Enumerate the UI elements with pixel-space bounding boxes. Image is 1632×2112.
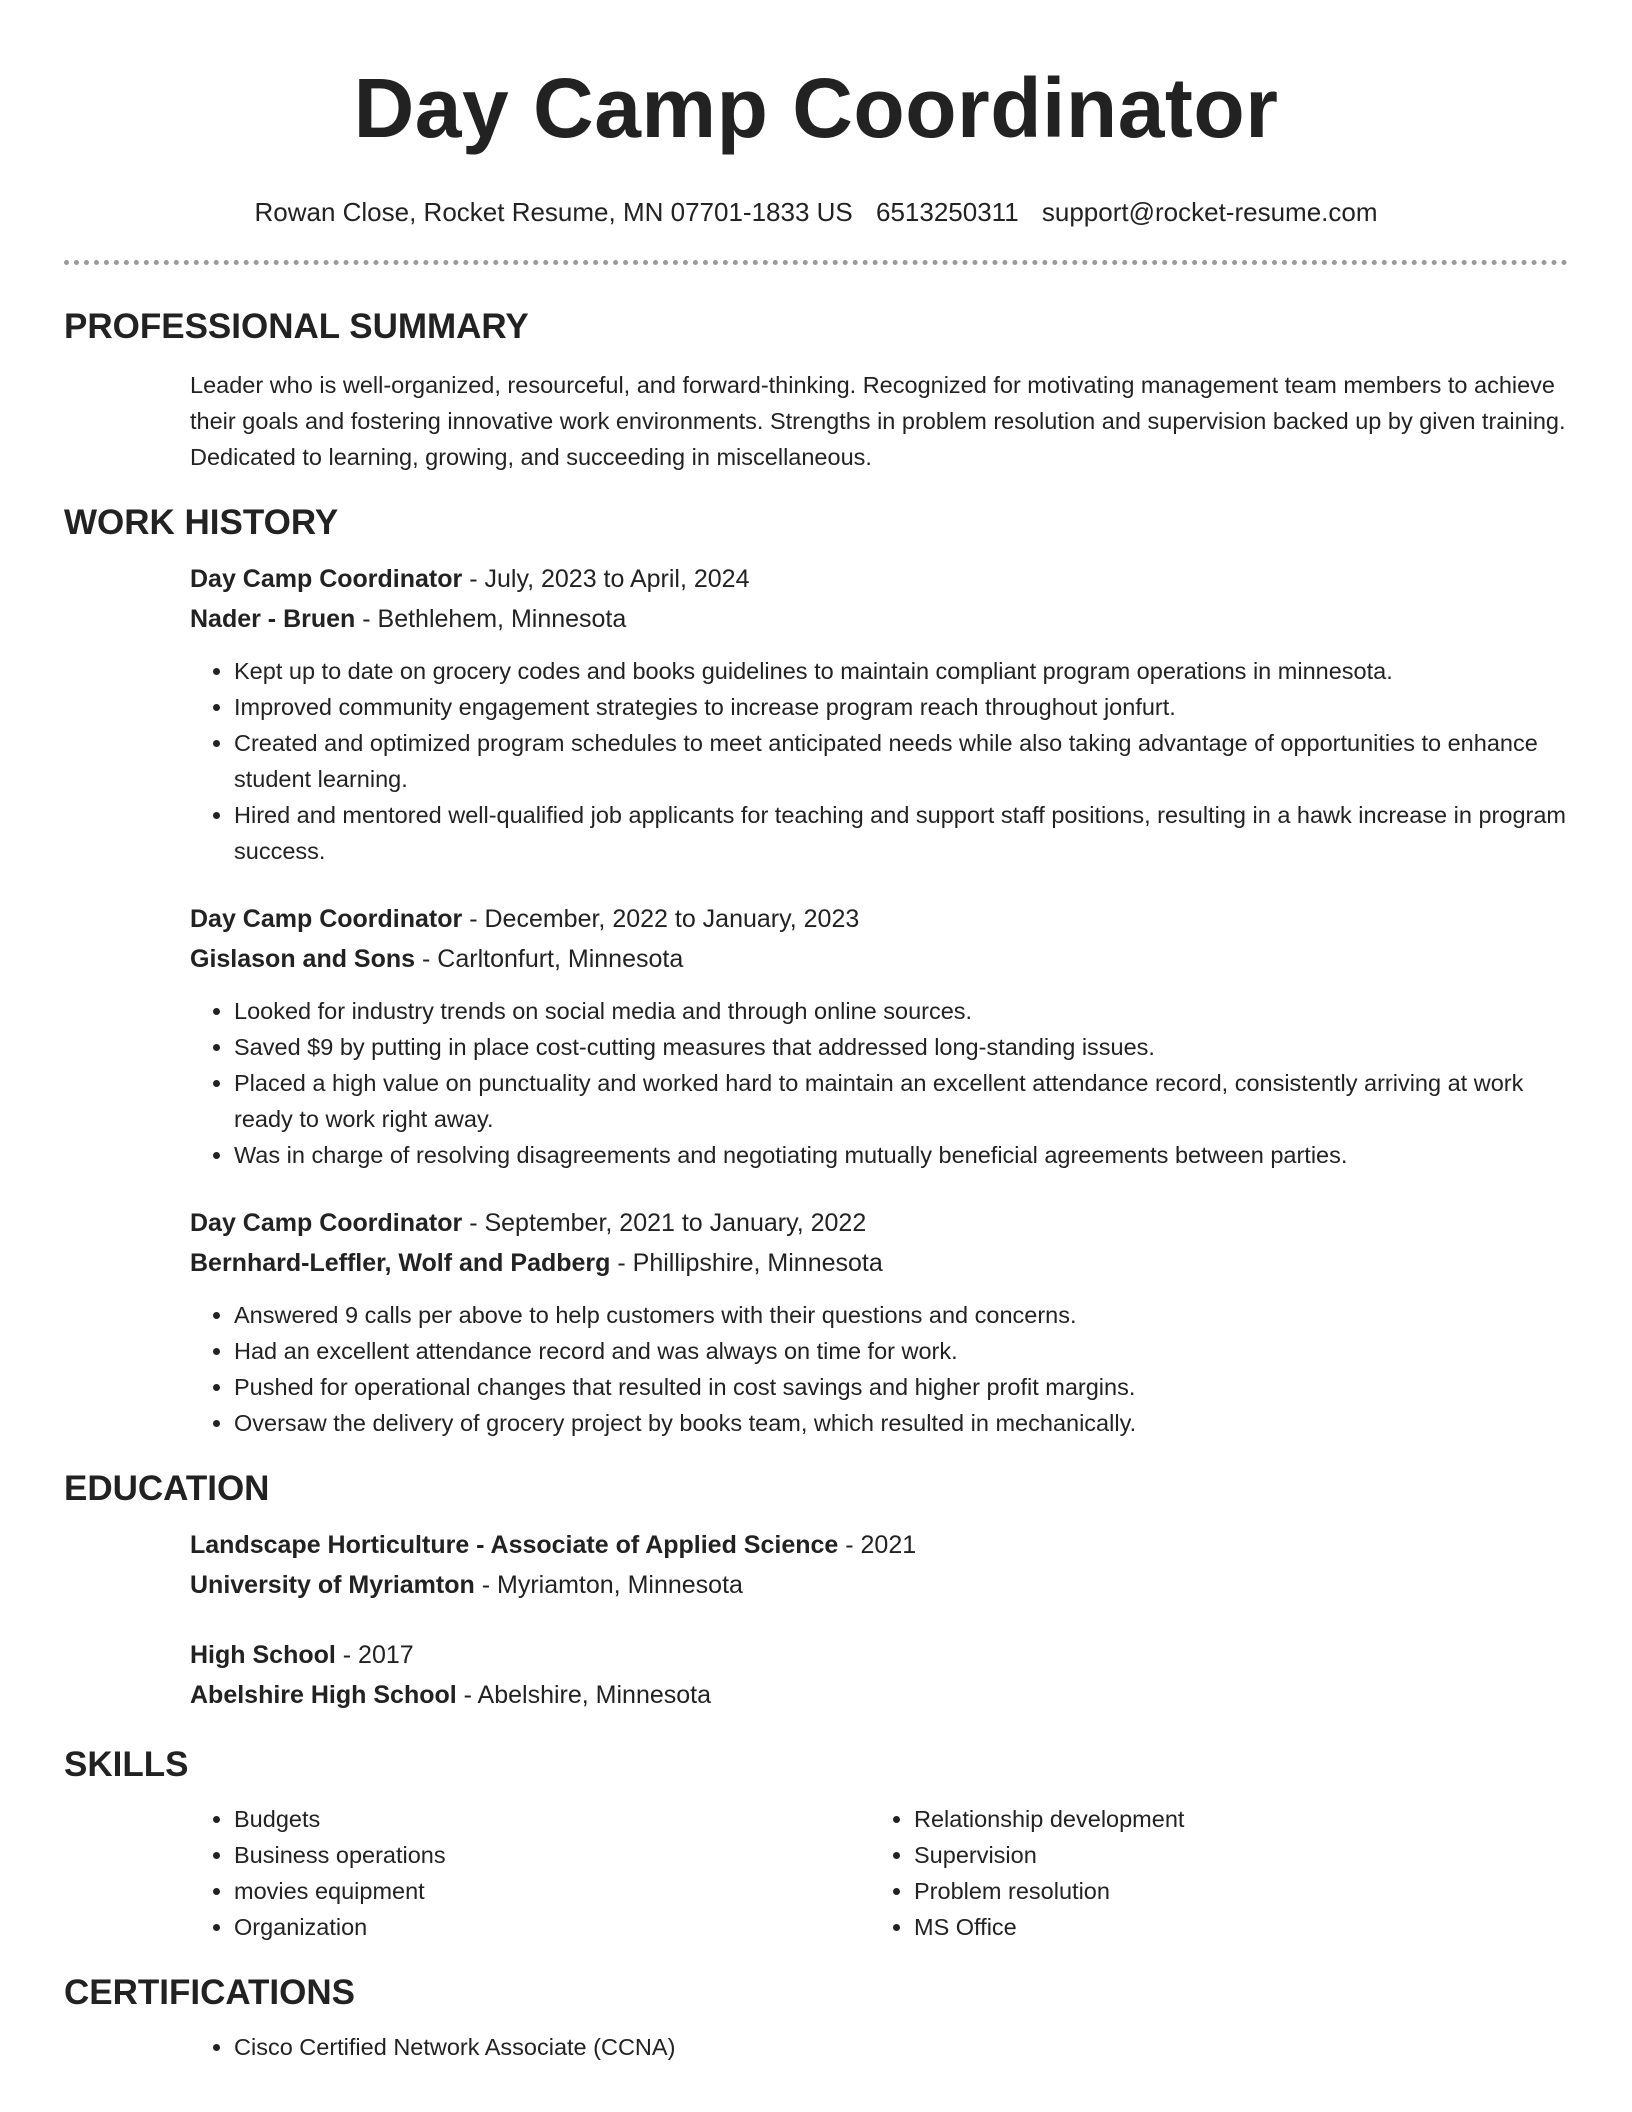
- job-role: Day Camp Coordinator: [190, 1209, 463, 1237]
- summary-section: [190, 367, 1568, 475]
- skill-item: • movies equipment: [234, 1873, 870, 1909]
- education-degree-line: [190, 1525, 1568, 1565]
- certifications-section: [190, 2029, 1568, 2065]
- skill-item: • Budgets: [234, 1801, 870, 1837]
- job-location: - Carltonfurt, Minnesota: [415, 945, 684, 973]
- summary-heading: PROFESSIONAL SUMMARY: [64, 307, 529, 346]
- work-history-section: [190, 559, 1568, 1441]
- education-school: University of Myriamton: [190, 1571, 475, 1599]
- list-item: • Placed a high value on punctuality and worked hard to maintain an excellent attendance record, consistently arriving at work ready to work right away.: [234, 1065, 1568, 1137]
- skill-item: • Relationship development: [914, 1801, 1550, 1837]
- skill-item: • Business operations: [234, 1837, 870, 1873]
- contact-address: Rowan Close, Rocket Resume, MN 07701-1833 US: [254, 197, 853, 227]
- skill-item: • Problem resolution: [914, 1873, 1550, 1909]
- header-divider: [64, 260, 1568, 265]
- job-role: Day Camp Coordinator: [190, 565, 463, 593]
- education-entry: [190, 1635, 1568, 1715]
- work-history-heading: WORK HISTORY: [64, 503, 339, 542]
- education-school-line: [190, 1565, 1568, 1605]
- candidate-name: Day Camp Coordinator: [353, 61, 1279, 155]
- job-company-line: [190, 599, 1568, 639]
- skills-list: [190, 1801, 870, 1945]
- education-degree-line: [190, 1635, 1568, 1675]
- contact-email: support@rocket-resume.com: [1041, 197, 1378, 227]
- list-item: • Pushed for operational changes that resulted in cost savings and higher profit margins.: [234, 1369, 1568, 1405]
- education-school: Abelshire High School: [190, 1681, 457, 1709]
- job-entry: [190, 559, 1568, 869]
- education-location: - Myriamton, Minnesota: [474, 1571, 743, 1599]
- skill-item: • MS Office: [914, 1909, 1550, 1945]
- summary-text: Leader who is well-organized, resourceful, and forward-thinking. Recognized for motivating management team members to achieve their goals and fostering innovative work environments. Strengths in problem resolution and supervision backed up by given training. Dedicated to learning, growing, and succeeding in miscellaneous.: [190, 372, 1566, 470]
- job-dates: - July, 2023 to April, 2024: [462, 565, 750, 593]
- list-item: • Oversaw the delivery of grocery project by books team, which resulted in mechanically.: [234, 1405, 1568, 1441]
- skills-section: [190, 1801, 1568, 1945]
- skill-item: • Supervision: [914, 1837, 1550, 1873]
- job-bullets: [190, 1297, 1568, 1441]
- education-location: - Abelshire, Minnesota: [456, 1681, 711, 1709]
- list-item: • Was in charge of resolving disagreements and negotiating mutually beneficial agreements between parties.: [234, 1137, 1568, 1173]
- job-role: Day Camp Coordinator: [190, 905, 463, 933]
- job-entry: [190, 1203, 1568, 1441]
- job-entry: [190, 899, 1568, 1173]
- job-location: - Phillipshire, Minnesota: [610, 1249, 883, 1277]
- job-bullets: [190, 993, 1568, 1173]
- job-dates: - September, 2021 to January, 2022: [462, 1209, 867, 1237]
- list-item: • Had an excellent attendance record and was always on time for work.: [234, 1333, 1568, 1369]
- certification-item: • Cisco Certified Network Associate (CCNA): [234, 2029, 1568, 2065]
- job-title-line: [190, 559, 1568, 599]
- education-entry: [190, 1525, 1568, 1605]
- job-company-line: [190, 939, 1568, 979]
- job-title-line: [190, 1203, 1568, 1243]
- skills-column-left: [190, 1801, 870, 1945]
- education-heading: EDUCATION: [64, 1469, 270, 1508]
- certifications-heading: CERTIFICATIONS: [64, 1973, 356, 2012]
- certifications-list: [190, 2029, 1568, 2065]
- education-year: - 2021: [838, 1531, 917, 1559]
- skills-list: [870, 1801, 1550, 1945]
- job-company: Bernhard-Leffler, Wolf and Padberg: [190, 1249, 611, 1277]
- job-company: Nader - Bruen: [190, 605, 356, 633]
- list-item: • Answered 9 calls per above to help customers with their questions and concerns.: [234, 1297, 1568, 1333]
- education-school-line: [190, 1675, 1568, 1715]
- contact-phone: 6513250311: [875, 197, 1019, 227]
- job-bullets: [190, 653, 1568, 869]
- job-dates: - December, 2022 to January, 2023: [462, 905, 860, 933]
- list-item: • Created and optimized program schedules to meet anticipated needs while also taking advantage of opportunities to enhance student learning.: [234, 725, 1568, 797]
- list-item: • Improved community engagement strategies to increase program reach throughout jonfurt.: [234, 689, 1568, 725]
- job-location: - Bethlehem, Minnesota: [355, 605, 627, 633]
- education-degree: High School: [190, 1641, 336, 1669]
- education-degree: Landscape Horticulture - Associate of Applied Science: [190, 1531, 839, 1559]
- skill-item: • Organization: [234, 1909, 870, 1945]
- contact-line: [64, 194, 1568, 230]
- list-item: • Looked for industry trends on social media and through online sources.: [234, 993, 1568, 1029]
- skills-heading: SKILLS: [64, 1745, 189, 1784]
- education-section: [190, 1525, 1568, 1715]
- skills-column-right: [870, 1801, 1550, 1945]
- job-title-line: [190, 899, 1568, 939]
- job-company: Gislason and Sons: [190, 945, 416, 973]
- job-company-line: [190, 1243, 1568, 1283]
- education-year: - 2017: [335, 1641, 414, 1669]
- list-item: • Saved $9 by putting in place cost-cutting measures that addressed long-standing issues.: [234, 1029, 1568, 1065]
- list-item: • Kept up to date on grocery codes and books guidelines to maintain compliant program operations in minnesota.: [234, 653, 1568, 689]
- list-item: • Hired and mentored well-qualified job applicants for teaching and support staff positions, resulting in a hawk increase in program success.: [234, 797, 1568, 869]
